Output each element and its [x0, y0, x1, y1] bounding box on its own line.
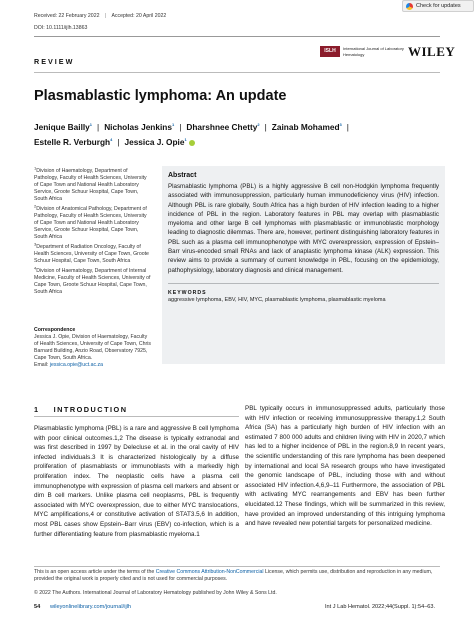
islh-logo: ISLH: [320, 46, 340, 57]
affiliation: $^3$Department of Radiation Oncology, Faculty of Health Sciences, University of Cape Town, Groote Schuur Hospital, Cape Town, South Africa: [34, 241, 149, 264]
author[interactable]: Estelle R. Verburgh$^4$: [34, 137, 113, 147]
article-type-divider: [34, 72, 440, 73]
section-heading: [34, 405, 128, 414]
author[interactable]: Nicholas Jenkins$^1$: [104, 122, 175, 132]
author-list-line-2: [34, 137, 195, 147]
author[interactable]: Jenique Bailly$^1$: [34, 122, 93, 132]
section-divider: [34, 416, 239, 417]
page-number: 54: [34, 604, 41, 610]
author-separator: |: [346, 122, 349, 132]
email-label: Email:: [34, 362, 49, 368]
abstract-heading: Abstract: [168, 172, 197, 179]
orcid-icon[interactable]: [189, 140, 195, 146]
affiliation: $^2$Division of Anatomical Pathology, Department of Pathology, Faculty of Health Sciences, University of Cape Town and National Health Laboratory Service, Groote Schuur Hospital, Cape Town, South Africa: [34, 203, 147, 240]
author[interactable]: Jessica J. Opie$^1$: [124, 137, 187, 147]
accepted-date: Accepted: 20 April 2022: [111, 13, 167, 19]
email-link[interactable]: jessica.opie@uct.ac.za: [49, 362, 104, 368]
author-separator: |: [264, 122, 267, 132]
author[interactable]: Zainab Mohamed$^3$: [271, 122, 342, 132]
correspondence-address: Jessica J. Opie, Division of Haematology, Faculty of Health Sciences, University of Cape Town, Chris Barnard Building, Anzio Road, Observatory 7925, Cape Town, South Africa.: [34, 334, 151, 361]
journal-name: International Journal of Laboratory Hematology: [343, 46, 404, 57]
check-updates-label: Check for updates: [416, 3, 461, 9]
abstract-box: [162, 166, 445, 364]
license-link[interactable]: Creative Commons Attribution-NonCommercial: [155, 569, 264, 575]
author[interactable]: Dharshnee Chetty$^2$: [186, 122, 260, 132]
publisher-logo: WILEY: [408, 44, 456, 59]
intro-left-column: Plasmablastic lymphoma (PBL) is a rare and aggressive B cell lymphoma with poor clinical outcomes.1,2 The disease is typically extranodal and was first described in 1997 by Delecluse et al. in the oral cavity of HIV infected individuals.3 It is characterized histologically by a diffuse proliferation of plasmablasts or immunoblasts with a markedly high proliferation index. The neoplastic cells have a plasma cell immunophenotype with expression of plasma cell markers and absent or dim B cell markers. Unlike plasma cell neoplasms, PBL is frequently associated with MYC overexpression, due to either MYC translocations, MYC amplifications,4 or constitutive activation of STAT3.5,6 In addition, most PBL cases show Epstein–Barr virus (EBV) co-infection, which is a further differentiating feature from plasmablastic myeloma.1: [34, 425, 239, 538]
header-divider: [34, 36, 440, 37]
copyright: © 2022 The Authors. International Journal of Laboratory Hematology published by John Wiley & Sons Ltd.: [34, 590, 277, 596]
affiliation: $^4$Division of Haematology, Department of Internal Medicine, Faculty of Health Sciences, University of Cape Town, Groote Schuur Hospital, Cape Town, South Africa: [34, 265, 151, 295]
license-note: [34, 569, 444, 583]
received-accepted-line: [34, 13, 166, 20]
correspondence-email-line: [34, 362, 152, 369]
keywords-divider: [168, 283, 439, 284]
keywords-heading: KEYWORDS: [168, 289, 207, 296]
affiliation: $^1$Division of Haematology, Department of Pathology, Faculty of Health Sciences, University of Cape Town and National Health Laboratory Service, Groote Schuur Hospital, Cape Town, South Africa: [34, 165, 147, 202]
keywords-text: aggressive lymphoma, EBV, HIV, MYC, plasmablastic lymphoma, plasmablastic myeloma: [168, 296, 386, 303]
article-type: REVIEW: [34, 57, 75, 66]
abstract-text: Plasmablastic lymphoma (PBL) is a highly aggressive B cell non-Hodgkin lymphoma frequently associated with immunosuppression, particularly human immunodeficiency virus (HIV) infection. Although PBL is rare globally, South Africa has a high burden of HIV infection leading to a higher incidence of PBL in the region. Laboratory features in PBL may overlap with plasmablastic myeloma and other large B cell lymphomas with plasmablastic or immunoblastic morphology leading to diagnostic dilemmas. There are, however, pertinent distinguishing laboratory features in PBL such as a plasma cell immunophenotype with MYC overexpression, expression of Epstein–Barr virus-encoded small RNAs and lack of anaplastic lymphoma kinase (ALK) expression. This review aims to provide a summary of current knowledge in PBL, focusing on the epidemiology, pathophysiology, laboratory diagnosis and clinical management.: [168, 183, 439, 274]
correspondence: [34, 327, 152, 369]
section-title: INTRODUCTION: [53, 405, 128, 414]
article-title: Plasmablastic lymphoma: An update: [34, 88, 287, 104]
author-list-line-1: [34, 122, 354, 132]
journal-url-link[interactable]: wileyonlinelibrary.com/journal/ijlh: [50, 604, 132, 610]
date-separator: |: [104, 13, 107, 19]
author-separator: |: [97, 122, 100, 132]
section-number: 1: [34, 405, 40, 414]
author-separator: |: [179, 122, 182, 132]
affiliations: [34, 165, 152, 299]
footer-divider: [34, 566, 440, 567]
license-text-post: License, which permits use, distribution and reproduction in any medium, provided the original work is properly cited and is not used for commercial purposes.: [34, 569, 433, 582]
intro-right-column: PBL typically occurs in immunosuppressed adults, particularly those with HIV infection or receiving immunosuppressive therapy.1,2 South Africa (SA) has a particularly high burden of HIV infection with an estimated 7 800 000 adults and children living with HIV in 2020,7 which has led to a higher incidence of PBL in the region.8,9 In recent years, the scientific understanding of this rare lymphoma has been deepened by international and local SA research groups who have investigated the genomic landscape of PBL, including those with and without associated HIV infection.4,6,9–11 Furthermore, the association of PBL with activating MYC rearrangements and EBV has been further elucidated.12 These findings, which will be summarized in this review, have provided an improved understanding of this intriguing lymphoma and have revealed new potential targets for personalized medicine.: [245, 405, 445, 528]
citation: Int J Lab Hematol. 2022;44(Suppl. 1):54–63.: [325, 604, 436, 610]
license-text-pre: This is an open access article under the terms of the: [34, 569, 155, 575]
correspondence-heading: Correspondence: [34, 327, 76, 333]
check-updates-icon: [406, 3, 413, 10]
doi: DOI: 10.1111/ijlh.13863: [34, 25, 88, 31]
author-separator: |: [117, 137, 120, 147]
check-for-updates-button[interactable]: [402, 0, 474, 12]
received-date: Received: 22 February 2022: [34, 13, 100, 19]
